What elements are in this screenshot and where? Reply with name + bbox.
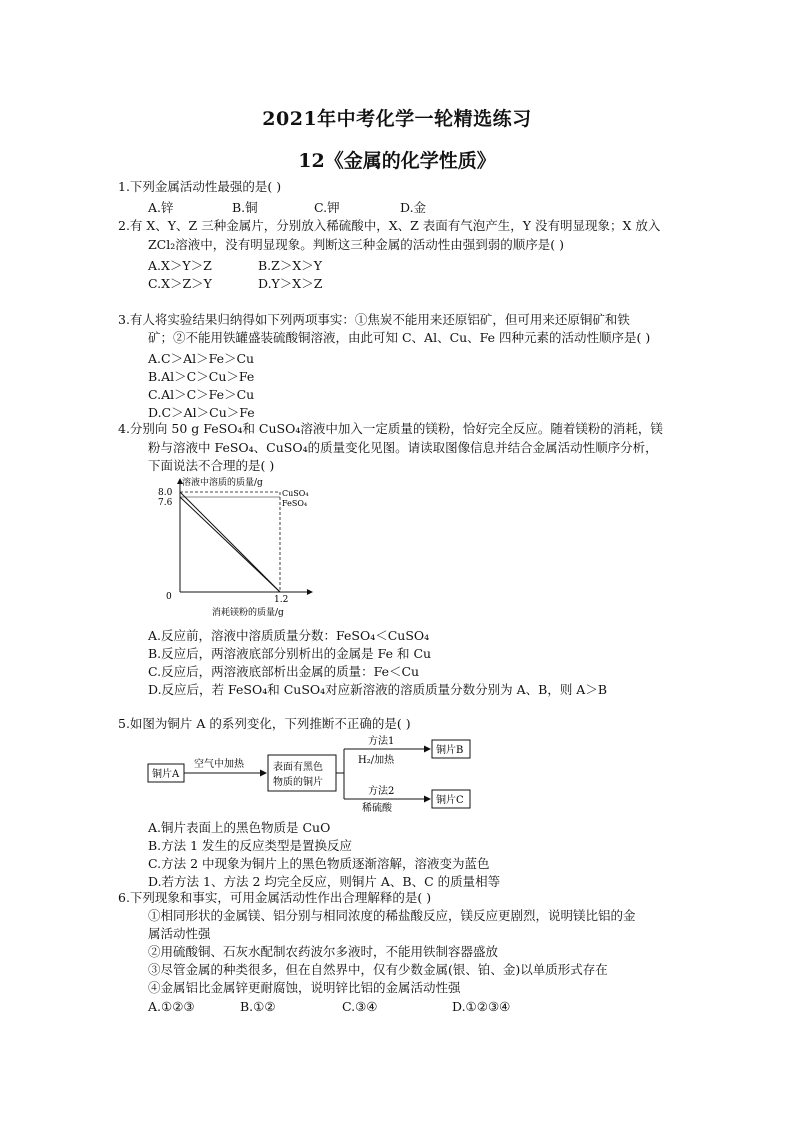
q1-option-c: C.钾 xyxy=(314,200,340,215)
y-axis-label: 溶液中溶质的质量/g xyxy=(182,478,263,488)
box-copper-c-label: 铜片C xyxy=(436,795,464,806)
series-line-feso4 xyxy=(180,497,280,592)
q6-option-d: D.①②③④ xyxy=(452,999,511,1014)
x-tick-label-1-2: 1.2 xyxy=(274,595,289,605)
q5-option-b: B.方法 1 发生的反应类型是置换反应 xyxy=(148,838,353,853)
copper-flow-diagram xyxy=(146,733,486,813)
q6-option-a: A.①②③ xyxy=(148,999,195,1014)
q4-option-c: C.反应后，两溶液底部析出金属的质量：Fe＜Cu xyxy=(148,664,420,679)
chart-marks xyxy=(158,488,309,605)
q3-option-c: C.Al＞C＞Fe＞Cu xyxy=(148,387,255,402)
q6-statement-2: ②用硫酸铜、石灰水配制农药波尔多液时，不能用铁制容器盛放 xyxy=(148,944,499,959)
q5-option-d: D.若方法 1、方法 2 均完全反应，则铜片 A、B、C 的质量相等 xyxy=(148,874,501,889)
q4-option-b: B.反应后，两溶液底部分别析出的金属是 Fe 和 Cu xyxy=(148,646,432,661)
question-4-line-1: 4.分别向 50 g FeSO₄和 CuSO₄溶液中加入一定质量的镁粉，恰好完全反应。随着镁粉的消耗，镁 xyxy=(118,421,663,436)
q2-option-b: B.Z＞X＞Y xyxy=(258,258,322,273)
question-2-line-1: 2.有 X、Y、Z 三种金属片，分别放入稀硫酸中，X、Z 表面有气泡产生，Y 没有明显现象；X 放入 xyxy=(118,218,661,233)
series-label-cuso4: CuSO₄ xyxy=(282,489,309,498)
q2-option-d: D.Y＞X＞Z xyxy=(258,276,323,291)
page-title: 2021年中考化学一轮精选练习 xyxy=(262,108,532,130)
q6-option-b: B.①② xyxy=(240,999,276,1014)
q4-option-d: D.反应后，若 FeSO₄和 CuSO₄对应新溶液的溶质质量分数分别为 A、B，则 A＞B xyxy=(148,682,608,697)
box-copper-b-label: 铜片B xyxy=(436,745,464,756)
y-tick-label-7-6: 7.6 xyxy=(158,498,173,508)
page-subtitle: 12《金属的化学性质》 xyxy=(298,150,496,172)
box-black-copper-line2: 物质的铜片 xyxy=(273,777,323,788)
question-3-line-1: 3.有人将实验结果归纳得如下列两项事实：①焦炭不能用来还原铝矿，但可用来还原铜矿和铁 xyxy=(118,312,630,327)
method-2-reagent: 稀硫酸 xyxy=(362,803,392,813)
question-4-line-2: 粉与溶液中 FeSO₄、CuSO₄的质量变化见图。请读取图像信息并结合金属活动性顺序分析， xyxy=(148,440,658,455)
box-copper-a-label: 铜片A xyxy=(152,769,180,780)
q6-statement-1: ①相同形状的金属镁、铝分别与相同浓度的稀盐酸反应，镁反应更剧烈，说明镁比铝的金 xyxy=(148,908,636,923)
q6-option-c: C.③④ xyxy=(342,999,378,1014)
question-4-line-3: 下面说法不合理的是( ) xyxy=(148,458,275,473)
q6-statement-3: ③尽管金属的种类很多，但在自然界中，仅有少数金属(银、铂、金)以单质形式存在 xyxy=(148,962,608,977)
method-1-label: 方法1 xyxy=(368,736,395,747)
q4-option-a: A.反应前，溶液中溶质质量分数：FeSO₄＜CuSO₄ xyxy=(148,628,430,643)
series-label-feso4: FeSO₄ xyxy=(282,499,308,508)
series-line-cuso4 xyxy=(180,492,280,592)
q5-option-c: C.方法 2 中现象为铜片上的黑色物质逐渐溶解，溶液变为蓝色 xyxy=(148,856,490,871)
origin-label: 0 xyxy=(166,592,172,602)
q5-option-a: A.铜片表面上的黑色物质是 CuO xyxy=(148,820,331,835)
q6-statement-1-cont: 属活动性强 xyxy=(148,926,211,941)
q2-option-c: C.X＞Z＞Y xyxy=(148,276,212,291)
q3-option-d: D.C＞Al＞Cu＞Fe xyxy=(148,405,255,420)
question-2-line-2: ZCl₂溶液中，没有明显现象。判断这三种金属的活动性由强到弱的顺序是( ) xyxy=(148,237,564,252)
question-3-line-2: 矿；②不能用铁罐盛装硫酸铜溶液，由此可知 C、Al、Cu、Fe 四种元素的活动性顺序是( ) xyxy=(148,330,651,345)
method-2-label: 方法2 xyxy=(368,786,395,797)
question-5-stem: 5.如图为铜片 A 的系列变化，下列推断不正确的是( ) xyxy=(118,716,411,731)
y-tick-label-8-0: 8.0 xyxy=(158,488,173,498)
arrow-heat-label: 空气中加热 xyxy=(194,759,244,770)
q2-option-a: A.X＞Y＞Z xyxy=(148,258,212,273)
question-1-stem: 1.下列金属活动性最强的是( ) xyxy=(118,179,282,194)
q6-statement-4: ④金属铝比金属锌更耐腐蚀，说明锌比铝的金属活动性强 xyxy=(148,980,461,995)
q3-option-b: B.Al＞C＞Cu＞Fe xyxy=(148,369,255,384)
q1-option-d: D.金 xyxy=(400,200,427,215)
q1-option-b: B.铜 xyxy=(232,200,258,215)
question-6-stem: 6.下列现象和事实，可用金属活动性作出合理解释的是( ) xyxy=(118,890,432,905)
method-1-reagent: H₂/加热 xyxy=(358,755,395,766)
q1-option-a: A.锌 xyxy=(148,200,174,215)
x-axis-label: 消耗镁粉的质量/g xyxy=(212,608,284,618)
mass-change-chart xyxy=(150,475,320,623)
box-black-copper-line1: 表面有黑色 xyxy=(273,762,323,773)
q3-option-a: A.C＞Al＞Fe＞Cu xyxy=(148,351,255,366)
